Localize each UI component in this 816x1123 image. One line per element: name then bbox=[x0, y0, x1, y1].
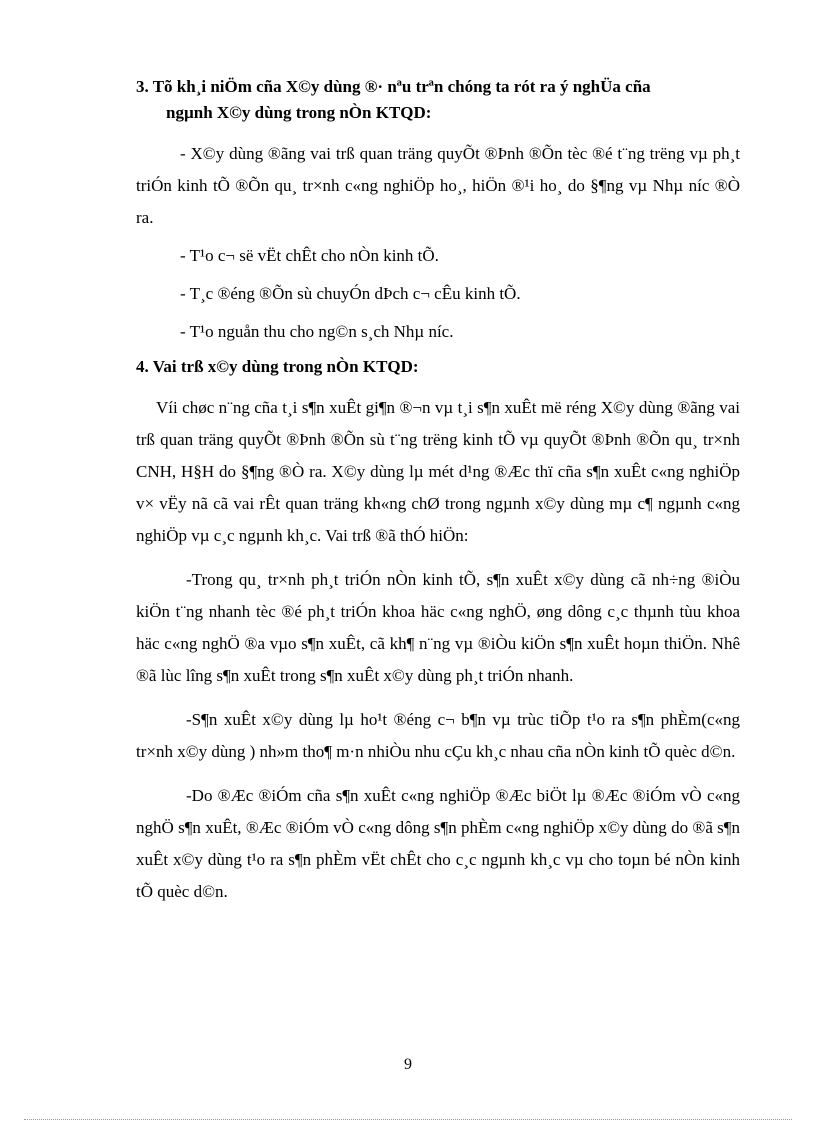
section-3-bullet-list bbox=[136, 138, 740, 348]
bullet-item: - X©y dùng ®ãng vai trß quan träng quyÕt ®Þnh ®Õn tèc ®é t¨ng trëng vµ ph¸t triÓn kinh tÕ ®Õn qu¸ tr×nh c«ng nghiÖp ho¸, hiÖn ®¹i ho¸ do §¶ng vµ Nhµ níc ®Ò ra. bbox=[136, 144, 740, 227]
section-3-heading-line2: ngµnh X©y dùng trong nÒn KTQD: bbox=[166, 103, 432, 122]
bullet-item: - T¹o c¬ së vËt chÊt cho nÒn kinh tÕ. bbox=[180, 246, 439, 265]
section-4-heading: 4. Vai trß x©y dùng trong nÒn KTQD: bbox=[136, 357, 419, 376]
paragraph: -Do ®Æc ®iÓm cña s¶n xuÊt c«ng nghiÖp ®Æc biÖt lµ ®Æc ®iÓm vÒ c«ng nghÖ s¶n xuÊt, ®Æc ®iÓm vÒ c«ng dông s¶n phÈm c«ng nghiÖp x©y dùng do ®ã s¶n xuÊt x©y dùng t¹o ra s¶n phÈm vËt chÊt cho c¸c ngµnh kh¸c vµ cho toµn bé nÒn kinh tÕ quèc d©n. bbox=[136, 786, 740, 901]
footer-divider bbox=[24, 1119, 792, 1120]
bullet-item: - T¸c ®éng ®Õn sù chuyÓn dÞch c¬ cÊu kinh tÕ. bbox=[180, 284, 521, 303]
paragraph: Víi chøc n¨ng cña t¸i s¶n xuÊt gi¶n ®¬n vµ t¸i s¶n xuÊt më réng X©y dùng ®ãng vai trß quan träng quyÕt ®Þnh ®Õn sù t¨ng trëng kinh tÕ vµ quyÕt ®Þnh ®Õn qu¸ tr×nh CNH, H§H do §¶ng ®Ò ra. X©y dùng lµ mét d¹ng ®Æc thï cña s¶n xuÊt c«ng nghiÖp v× vËy nã cã vai rÊt quan träng kh«ng chØ trong ngµnh x©y dùng mµ c¶ ngµnh c«ng nghiÖp vµ c¸c ngµnh kh¸c. Vai trß ®ã thÓ hiÖn: bbox=[136, 398, 740, 545]
section-3-heading bbox=[136, 74, 740, 126]
section-4-body bbox=[136, 392, 740, 908]
paragraph: -Trong qu¸ tr×nh ph¸t triÓn nÒn kinh tÕ, s¶n xuÊt x©y dùng cã nh÷ng ®iÒu kiÖn t¨ng nhanh tèc ®é ph¸t triÓn khoa häc c«ng nghÖ, øng dông c¸c thµnh tùu khoa häc c«ng nghÖ ®a vµo s¶n xuÊt, cã kh¶ n¨ng vµ ®iÒu kiÖn s¶n xuÊt hoµn thiÖn. Nhê ®ã lùc lîng s¶n xuÊt trong s¶n xuÊt x©y dùng ph¸t triÓn nhanh. bbox=[136, 570, 740, 685]
page-body bbox=[136, 70, 740, 908]
section-3-heading-line1: 3. Tõ kh¸i niÖm cña X©y dùng ®· nªu trªn chóng ta rót ra ý nghÜa cña bbox=[136, 77, 651, 96]
paragraph: -S¶n xuÊt x©y dùng lµ ho¹t ®éng c¬ b¶n vµ trùc tiÕp t¹o ra s¶n phÈm(c«ng tr×nh x©y dùng ) nh»m tho¶ m·n nhiÒu nhu cÇu kh¸c nhau cña nÒn kinh tÕ quèc d©n. bbox=[136, 710, 740, 761]
page-number: 9 bbox=[404, 1056, 412, 1073]
bullet-item: - T¹o nguån thu cho ng©n s¸ch Nhµ níc. bbox=[180, 322, 454, 341]
